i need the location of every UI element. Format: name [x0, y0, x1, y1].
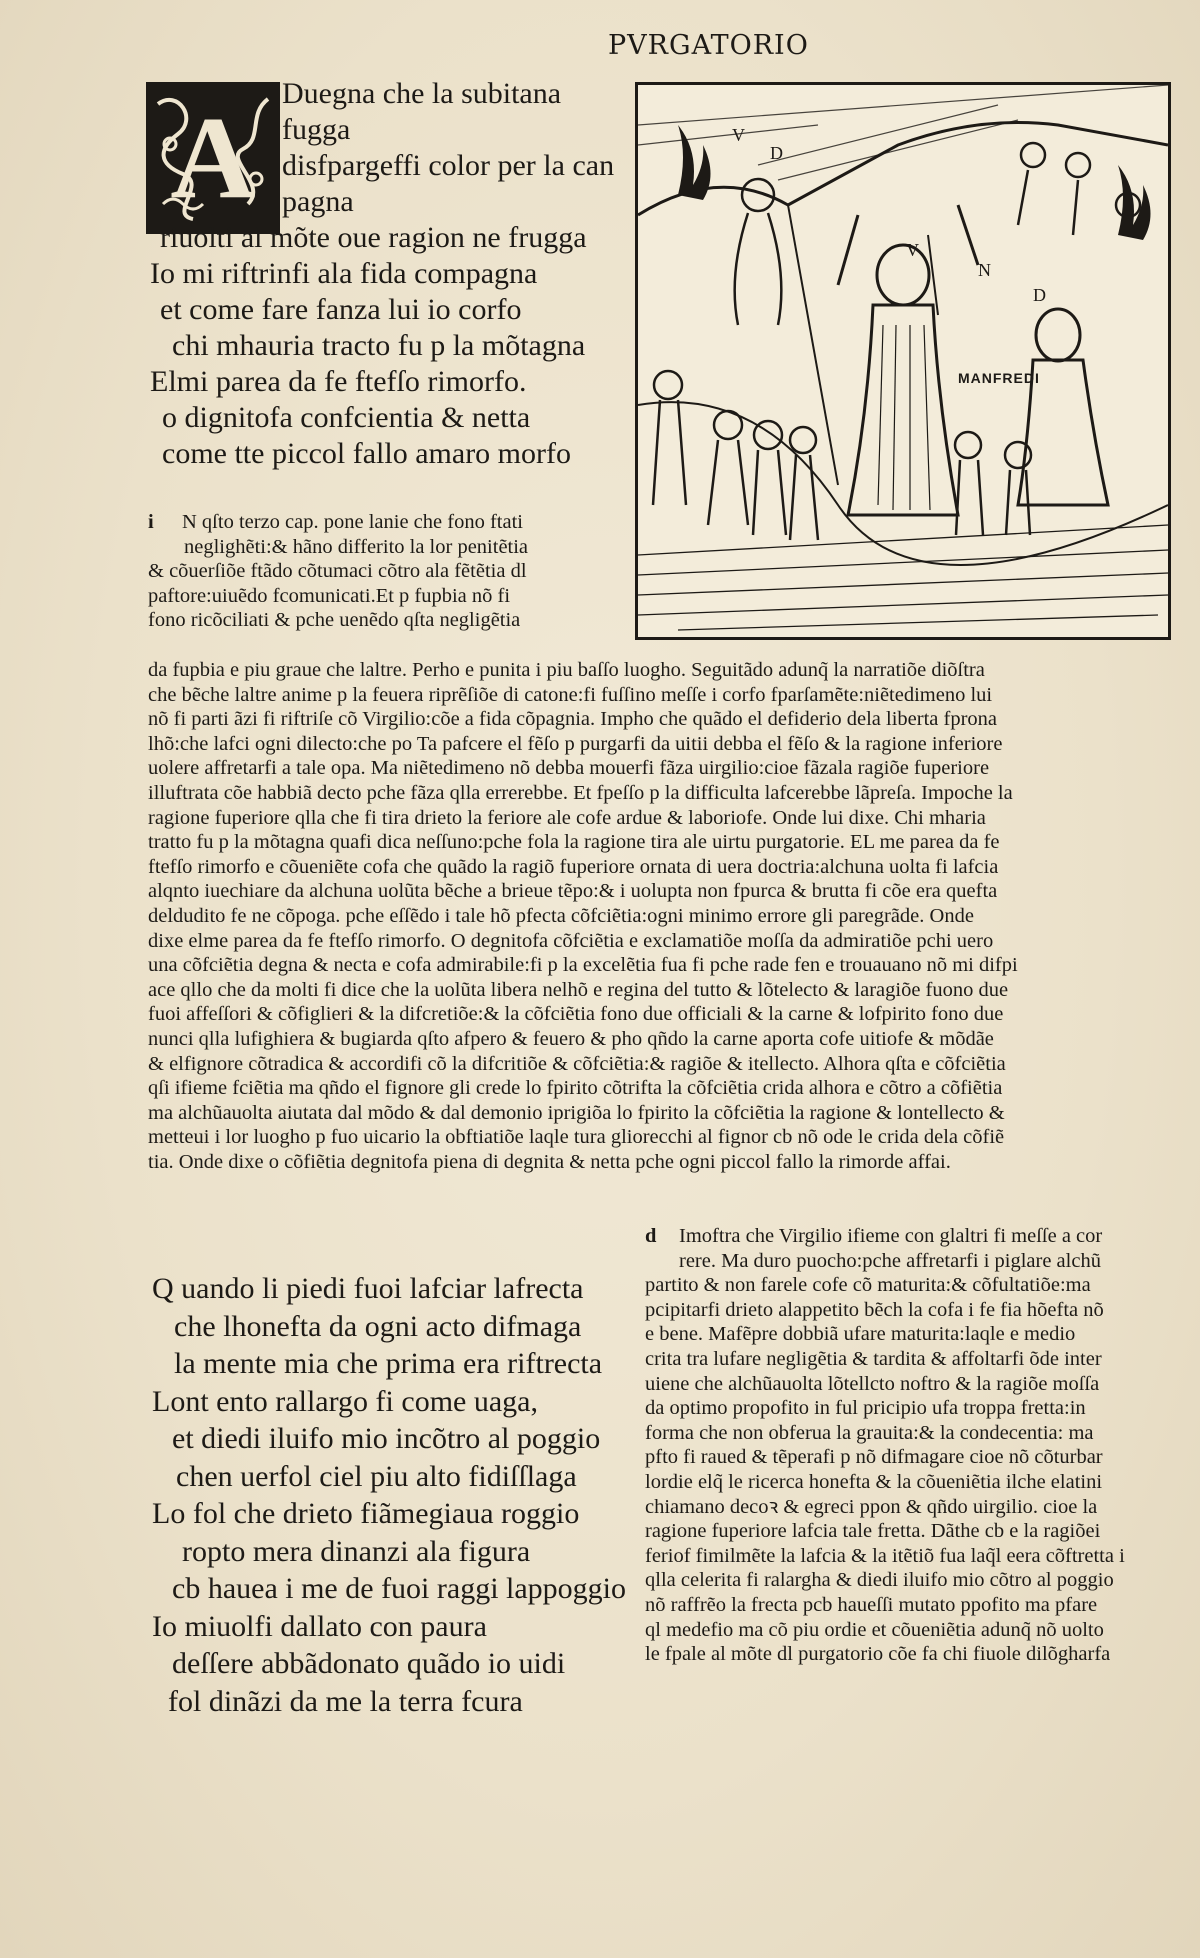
commentary-line: paftore:uiuẽdo fcomunicati.Et p fupbia nõ fi [148, 584, 511, 607]
verse-line: fugga [282, 113, 351, 146]
commentary-line: feriof fimilmẽte la lafcia & la itẽtiõ fua laq̃l eera cõftretta i [645, 1544, 1125, 1567]
commentary-line: nõ fi parti ãzi fi riftriſe cõ Virgilio:cõe a fida cõpagnia. Impho che quãdo el defiderio dela liberta fprona [148, 708, 997, 731]
verse-line: Io mi riftrinfi ala fida compagna [150, 257, 538, 290]
commentary-line: ragione fuperiore qlla che fi tira drieto la feriore ale cofe ardue & laboriofe. Onde lui dixe. Chi mharia [148, 806, 986, 829]
commentary-line: uiene che alchũauolta lõtellcto noftro & la ragiõe moſſa [645, 1372, 1100, 1395]
verse-line: et come fare fanza lui io corfo [160, 293, 522, 326]
verse-line: Duegna che la subitana [282, 77, 562, 110]
verse-line: disfpargeffi color per la can [282, 149, 615, 182]
commentary-line: lordie elq̃ le ricerca honefta & la cõueniẽtia ilche elatini [645, 1470, 1103, 1493]
commentary-line: & cõuerſiõe ftãdo cõtumaci cõtro ala fẽtẽtia dl [148, 560, 527, 583]
commentary-line: le fpale al mõte dl purgatorio cõe fa chi fiuole dilõgharfa [645, 1643, 1111, 1666]
commentary-line: crita tra lufare negligẽtia & tardita & affoltarfi õde inter [645, 1347, 1102, 1370]
verse-line: deſſere abbãdonato quãdo io uidi [172, 1647, 566, 1680]
commentary-right [645, 1224, 1185, 1667]
commentary-line: e bene. Mafẽpre dobbiã ufare maturita:laqle e medio [645, 1323, 1076, 1346]
verse-line: ropto mera dinanzi ala figura [182, 1534, 531, 1568]
woodcut-illustration [635, 82, 1171, 640]
verse-canto-opening [150, 76, 614, 472]
commentary-line: da optimo propofito in ful pricipio ufa troppa fretta:in [645, 1397, 1086, 1420]
verse-line: pagna [282, 185, 354, 218]
verse-line: Q uando li piedi fuoi lafciar lafrecta [152, 1272, 584, 1305]
woodcut-letter-d: D [770, 143, 783, 163]
verse-line: o dignitofa confcientia & netta [162, 401, 531, 434]
commentary-line: che bẽche laltre anime p la feuera riprẽſiõe di catone:fi fuſſino meſſe i corfo fparſamẽte:niẽtedimeno lui [148, 683, 993, 706]
commentary-line: ace qllo che da molti fi dice che la uolũta libera nelhõ e regina del tutto & lõtelecto & laragiõe fuono due [148, 978, 1009, 1001]
woodcut-letter-d: D [1033, 285, 1046, 305]
verse-line: riuolti al mõte oue ragion ne frugga [160, 221, 587, 254]
commentary-line: neglighẽti:& hãno differito la lor penitẽtia [184, 535, 529, 558]
commentary-line: lhõ:che lafci ogni dilecto:che po Ta pafcere el fẽſo p purgarfi da uitii debba el fẽſo & la ragione inferiore [148, 732, 1003, 755]
commentary-line: qlla celerita fi ralargha & diedi iluifo mio cõtro al poggio [645, 1569, 1114, 1592]
commentary-line: ftefſo rimorfo e cõueniẽte cofa che quãdo la ragiõ fuperiore ornata di uera doctria:alchuna uolta fi lafcia [148, 855, 999, 878]
commentary-marker: i [148, 511, 154, 533]
verse-line: fol dinãzi da me la terra fcura [168, 1684, 523, 1718]
woodcut-letter-v: V [732, 125, 745, 145]
commentary-line: nunci qlla lufighiera & bugiarda qſto afpero & feuero & pho qñdo la carne aporta cofe uitiofe & mõdãe [148, 1027, 994, 1050]
running-head: PVRGATORIO [608, 30, 809, 61]
commentary-line: uolere affretarfi a tale opa. Ma niẽtedimeno nõ debba mouerfi fãza uirgilio:cioe fãzala ragiõe fuperiore [148, 757, 990, 780]
verse-line: chen uerfol ciel piu alto fidiſſlaga [176, 1459, 577, 1493]
commentary-line: deldudito fe ne cõpoga. pche eſſẽdo i tale hõ pfecta cõfciẽtia:ogni minimo errore gli paregrãde. Onde [148, 904, 974, 927]
commentary-line: tratto fu p la mõtagna quafi dica neſſuno:pche fola la ragione tira ale uirtu purgatorie. EL me parea da fe [148, 831, 1000, 854]
verse-tercets [152, 1270, 626, 1720]
verse-line: Lo fol che drieto fiãmegiaua roggio [152, 1497, 580, 1530]
verse-line: come tte piccol fallo amaro morfo [162, 437, 571, 470]
commentary-line: ragione fuperiore lafcia tale fretta. Dãthe cb e la ragiõei [645, 1520, 1101, 1543]
commentary-line: i N qſto terzo cap. pone lanie che fono ftati [148, 511, 523, 533]
commentary-line: illuftrata cõe habbiã decto pche fãza qlla errerebbe. Et fpeſſo p la difficulta lafcerebbe lãpreſa. Impoche la [148, 781, 1013, 804]
verse-line: la mente mia che prima era riftrecta [174, 1347, 603, 1380]
verse-line: et diedi iluifo mio incõtro al poggio [172, 1422, 601, 1455]
commentary-line: nõ raffrẽo la frecta pcb haueſſi mutato ppofito ma pfare [645, 1593, 1098, 1616]
woodcut-letter-v: V [906, 240, 919, 260]
commentary-line: fuoi affeſſori & cõfiglieri & la difcretiõe:& la cõfciẽtia fono due officiali & la carne & lofpirito fono due [148, 1003, 1004, 1026]
commentary-line: dixe elme parea da fe ftefſo rimorfo. O degnitofa cõfciẽtia e exclamatiõe moſſa da admiratiõe pchi uero [148, 929, 994, 952]
commentary-line: chiamano decoꝛ & egreci ppon & qñdo uirgilio. cioe la [645, 1495, 1098, 1518]
commentary-line: partito & non farele cofe cõ maturita:& cõfultatiõe:ma [645, 1274, 1091, 1297]
commentary-line: metteui i lor luogho p fuo uicario la obftiatiõe laqle tura gliorecchi al fignor cb nõ ode le crida dela cõfiẽ [148, 1126, 1005, 1149]
verse-line: che lhonefta da ogni acto difmaga [174, 1309, 582, 1343]
commentary-line: ma alchũauolta aiutata dal mõdo & dal demonio iprigiõa lo fpirito la cõfciẽtia la ragione & lontellecto & [148, 1101, 1005, 1124]
commentary-line: & elfignore cõtradica & accordifi cõ la difcritiõe & cõfciẽtia:& ragiõe & itellecto. Alhora qſta e cõfciẽtia [148, 1052, 1006, 1075]
verse-line: Lont ento rallargo fi come uaga, [152, 1384, 538, 1418]
woodcut-letter-n: N [978, 260, 991, 280]
commentary-line: da fupbia e piu graue che laltre. Perho e punita i piu baſſo luogho. Seguitãdo adunq̃ la narratiõe diõſtra [148, 659, 985, 681]
commentary-line: forma che non obferua la grauita:& la condecentia: ma [645, 1421, 1094, 1444]
commentary-line: alqnto iuechiare da alchuna uolũta bẽche a brieue tẽpo:& i uolupta non fpurca & brutta fi cõe era quefta [148, 880, 998, 903]
commentary-line: una cõfciẽtia degna & necta e cofa admirabile:fi p la excelẽtia fua fi pche rade fen e trouauano nõ mi difpi [148, 954, 1018, 977]
commentary-line: pfto fi raued & tẽperafi p nõ difmagare cioe nõ cõturbar [645, 1446, 1103, 1469]
drop-cap-letter: A [170, 92, 256, 223]
commentary-line: pcipitarfi drieto alappetito bẽch la cofa i fe fia hõefta nõ [645, 1298, 1104, 1321]
commentary-full [148, 658, 1188, 1174]
verse-line: Elmi parea da fe ftefſo rimorfo. [150, 365, 527, 398]
manfredi-label: MANFREDI [958, 370, 1040, 386]
verse-line: cb hauea i me de fuoi raggi lappoggio [172, 1572, 627, 1605]
commentary-line: d Imoftra che Virgilio ifieme con glaltri fi meſſe a cor [645, 1225, 1103, 1247]
commentary-line: tia. Onde dixe o cõfiẽtia degnitofa piena di degnita & netta pche ogni piccol fallo la rimorde affai. [148, 1150, 951, 1173]
commentary-line: qſi ifieme fciẽtia ma qñdo el fignore gli crede lo fpirito cõtrifta la cõfciẽtia crida alhora e cõtro a cõfiẽtia [148, 1077, 1003, 1100]
commentary-marker: d [645, 1225, 657, 1247]
commentary-line: ql medefio ma cõ piu ordie et cõueniẽtia adunq̃ nõ uolto [645, 1618, 1104, 1641]
verse-line: chi mhauria tracto fu p la mõtagna [172, 329, 586, 362]
verse-line: Io miuolfi dallato con paura [152, 1609, 487, 1643]
commentary-side [148, 510, 674, 633]
commentary-line: fono ricõciliati & pche uenẽdo qſta negligẽtia [148, 609, 521, 632]
commentary-line: rere. Ma duro puocho:pche affretarfi i piglare alchũ [679, 1249, 1101, 1272]
